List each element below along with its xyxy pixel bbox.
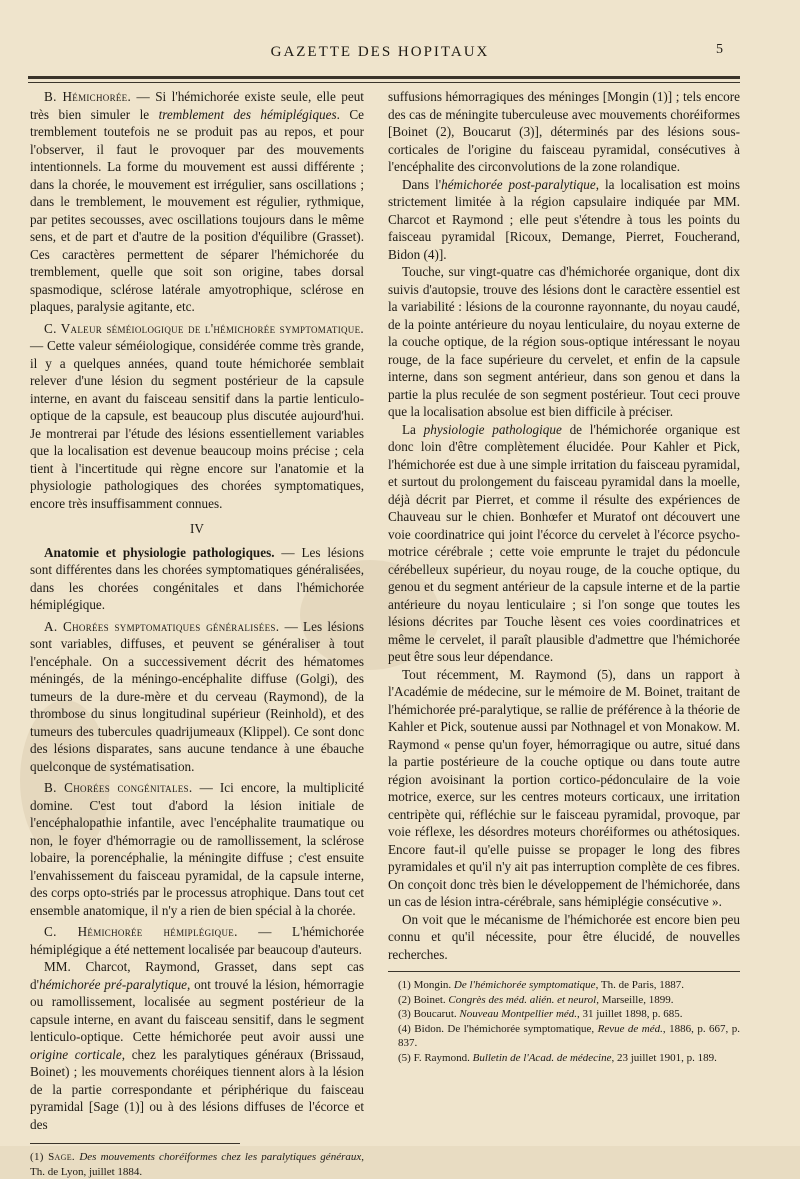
footnote-title: Nouveau Montpellier méd. — [459, 1008, 578, 1020]
italic-term: tremblement des hémiplégiques — [158, 106, 337, 122]
paragraph-physiologie — [388, 421, 740, 666]
paragraph-valeur — [30, 320, 364, 513]
right-column — [388, 88, 740, 1065]
paragraph-charcot — [30, 958, 364, 1133]
paragraph-hemiplegique — [30, 923, 364, 958]
left-column — [30, 88, 364, 1179]
footnote-author: (1) Sage. — [30, 1151, 80, 1163]
footnote — [398, 1007, 740, 1022]
footnote-text: (2) Boinet. — [398, 993, 449, 1006]
paragraph-hemichoree — [30, 88, 364, 316]
section-heading: C. Valeur séméiologique de l'hémichorée symptomatique. — [44, 320, 364, 336]
footnote-text: (4) Bidon. De l'hémichorée symptomatique, — [398, 1022, 598, 1035]
paragraph-text: . Ce tremblement toutefois ne se produit pas au repos, et pour l'observer, il faut le provoquer par des mouvements intentionnels. La forme du mouvement est aussi différente ; dans la chorée, le mouvement est irrégulier, sans oscillations ; dans le tremblement, le mouvement est régulier, rythmique, par petites secousses, avec oscillations toujours dans le même sens, et de part et d'autre de la position d'équilibre (Grasset). Ces caractères permettent de séparer l'hémichorée du tremblement, quelle que soit son origine, tabes dorsal spasmodique, sclérose latérale amyotrophique, sclérose en plaques, paralysie agitante, etc. — [30, 106, 365, 314]
paragraph-text: — Les lésions sont différentes dans les chorées symptomatiques généralisées, dans les chorées congénitales et dans l'hémichorée hémiplégique. — [30, 544, 364, 612]
section-heading: Anatomie et physiologie pathologiques. — [44, 544, 275, 560]
section-heading: C. Hémichorée hémiplégique. — [44, 924, 238, 939]
footnote-text: , 31 juillet 1898, p. 685. — [577, 1008, 683, 1020]
section-number: IV — [190, 521, 204, 536]
paragraph-raymond: Tout récemment, M. Raymond (5), dans un rapport à l'Académie de médecine, sur le mémoire de M. Boinet, traitant de l'hémichorée pré-paralytique, se rallie de préférence à la théorie de Kahler et Pick, soutenue aussi par Nothnagel et von Monakow. M. Raymond « pense qu'un foyer, hémorragique ou autre, situé dans la partie postérieure de la couche optique ou dans toute autre région avoisinant la portion cortico-pédonculaire de la voie motrice, exerce, sur les centres moteurs corticaux, une irritation centripète qui, réfléchie sur le faisceau pyramidal, provoque, par voie réflexe, les désordres moteurs choréiformes ou athétosiques. Encore faut-il qu'elle puisse se propager le long des fibres pyramidales et qu'il n'y ait pas interruption complète de ces fibres. On conçoit donc très bien le développement de l'hémichorée, dans un cas de lésion intra-cérébrale, sans hémiplégie consécutive ». — [388, 666, 740, 909]
footnote — [30, 1150, 364, 1179]
footnote-source: , Th. de Lyon, juillet 1884. — [30, 1151, 364, 1178]
section-heading: B. Hémichorée. — [44, 89, 132, 104]
footnote-text: (1) Mongin. — [398, 979, 454, 991]
paragraph-text: La — [402, 421, 424, 437]
footnote-title: Congrès des méd. alién. et neurol — [448, 993, 597, 1006]
section-heading: A. Chorées symptomatiques généralisées. — [44, 618, 280, 634]
footnote-text: , 1886, p. 667, p. 837. — [398, 1022, 741, 1049]
page-header-title: GAZETTE DES HOPITAUX — [270, 44, 490, 60]
italic-term: hémichorée post-paralytique — [441, 176, 596, 192]
footnote-list — [388, 978, 740, 1065]
paragraph-generalisees — [30, 618, 364, 776]
page-number: 5 — [716, 42, 723, 57]
italic-term: physiologie pathologique — [423, 421, 562, 437]
footnote — [398, 993, 740, 1008]
paragraph-text: — Ici encore, la multiplicité domine. C'est tout d'abord la lésion initiale de l'encéphalopathie infantile, avec l'encéphalite traumatique ou non, le foyer d'hémorragie ou de ramollissement, la sclérose lobaire, la porencéphalie, la méningite diffuse ; c'est ensuite l'envahissement du faisceau pyramidal, de la capsule interne, des corps opto-striés par le processus atrophique. Dans tout cet ensemble anatomique, il n'y a rien de bien spécial à la chorée. — [30, 780, 364, 918]
footnote-rule — [30, 1143, 240, 1144]
paragraph-suffusions: suffusions hémorragiques des méninges [Mongin (1)] ; tels encore des cas de méningite tuberculeuse avec mouvements choréiformes [Boinet (2), Boucarut (3)], déterminés par des lésions sous-corticales de l'origine du faisceau pyramidal, consécutives à l'encéphalite des circonvolutions de la zone rolandique. — [388, 89, 740, 174]
paragraph-text: MM. Charcot, Raymond, Grasset, dans sept cas d' — [30, 959, 364, 992]
footnote-text: (3) Boucarut. — [398, 1008, 460, 1020]
paragraph-text: , ont trouvé la lésion, hémorragie ou ramollissement, localisée au segment postérieur de la capsule interne, en avant du faisceau sensitif, dans le segment lenticulo-optique. Cette hémichorée peut avoir aussi une — [30, 976, 364, 1044]
footnote-text: , Marseille, 1899. — [596, 993, 674, 1006]
footnote-title: Revue de méd. — [597, 1022, 663, 1035]
footnote-text: , 23 juillet 1901, p. 189. — [611, 1051, 717, 1064]
paragraph-text: , chez les paralytiques généraux (Brissaud, Boinet) ; les mouvements choréiques tiennent alors à la lésion de la partie correspondante et périphérique du faisceau pyramidal [Sage (1)] ou à des lésions diffuses de l'écorce et des — [30, 1046, 364, 1132]
footnote-title: Des mouvements choréiformes chez les paralytiques généraux — [79, 1151, 362, 1163]
footnote-text: , Th. de Paris, 1887. — [595, 979, 684, 991]
header-rule-thin — [28, 82, 740, 83]
footnote-text: (5) F. Raymond. — [398, 1051, 473, 1064]
footnote-rule — [388, 971, 740, 972]
paragraph-text: — Les lésions sont variables, diffuses, et peuvent se généraliser à tout l'encéphale. On a successivement décrit des hématomes méningés, de la méningo-encéphalite diffuse (Golgi), des tumeurs de la dure-mère et du cerveau (Raymond), de la thrombose du sinus longitudinal supérieur (Reinhold), et des tumeurs des tubercules quadrijumeaux (Klippel). Ce sont donc des lésions disparates, sans aucune tendance à une ébauche quelconque de systématisation. — [30, 618, 364, 774]
paragraph-text: , la localisation est moins strictement limitée à la région capsulaire indiquée par MM. Charcot et Raymond ; elle peut s'étendre à tous les points du faisceau pyramidal [Ricoux, Demange, Pierret, Foucherand, Bidon (4)]. — [388, 176, 740, 262]
paragraph-text: — Cette valeur séméiologique, considérée comme très grande, il y a quelques années, quand toute hémichorée semblait relever d'une lésion du segment postérieur de la capsule interne, en avant du faisceau sensitif dans la partie lenticulo-optique de la capsule, est beaucoup plus discutée aujourd'hui. Je montrerai par l'étude des lésions essentiellement variables que la localisation est devenue beaucoup moins précise ; cela tient à l'incertitude qui règne encore sur l'anatomie et la physiologie pathologiques des chorées symptomatiques, encore très insuffisamment connues. — [30, 338, 364, 511]
paragraph-conclusion: On voit que le mécanisme de l'hémichorée est encore bien peu connu et qu'il nécessite, pour être élucidé, de nouvelles recherches. — [388, 911, 740, 962]
footnote-title: Bulletin de l'Acad. de médecine — [472, 1051, 612, 1064]
footnote-title: De l'hémichorée symptomatique — [453, 979, 596, 991]
section-heading: B. Chorées congénitales. — [44, 780, 193, 795]
footnote — [398, 1051, 740, 1066]
header-rule — [28, 76, 740, 79]
footnote — [398, 1022, 740, 1051]
italic-term: hémichorée pré-paralytique — [38, 976, 188, 992]
footnote — [398, 978, 740, 993]
paragraph-congenitales — [30, 779, 364, 919]
paragraph-anatomie — [30, 544, 364, 614]
paragraph-post-paralytique — [388, 176, 740, 264]
italic-term: origine corticale — [30, 1046, 122, 1062]
paragraph-text: — Si l'hémichorée existe seule, elle peut très bien simuler le — [30, 89, 364, 122]
paragraph-text: de l'hémichorée organique est donc loin d'être complètement élucidée. Pour Kahler et Pick, l'hémichorée est due à une simple irritation du faisceau pyramidal, et surtout du prolongement du faisceau pyramidal dans la moelle, déjà décrit par Pierret, et comme il résulte des expériences de Chauveau sur le chien. Bonhœfer et Muratof ont découvert une voie coordinatrice qui joint l'écorce du cervelet à l'écorce psycho-motrice cérébrale ; cette voie emprunte le trajet du pédoncule cérébelleux supérieur, du noyau rouge, de la couche optique, du genou et du segment antérieur de la capsule interne et de la partie antérieure du noyau lenticulaire ; si l'on songe que toutes les lésions décrites par Touche lèsent ces voies coordinatrices et même le cervelet, il paraît plausible d'admettre que l'hémichorée peut être sous leur dépendance. — [388, 421, 740, 664]
paragraph-text: Dans l' — [402, 176, 442, 192]
paragraph-touche: Touche, sur vingt-quatre cas d'hémichorée organique, dont dix suivis d'autopsie, trouve des lésions dont le caractère essentiel est la variabilité : lésions de la couronne rayonnante, du noyau caudé, de la pointe antérieure du noyau lenticulaire, du noyau externe de la couche optique, de la région sous-optique intéressant le noyau rouge, de la face supérieure du cervelet, et enfin de la capsule interne, dans son segment antérieur, dans son genou et dans la partie la plus reculée de son segment postérieur. Tout ceci prouve que la localisation absolue est bien difficile à préciser. — [388, 264, 740, 419]
paragraph-text: — L'hémichorée hémiplégique a été nettement localisée par beaucoup d'auteurs. — [30, 924, 364, 957]
